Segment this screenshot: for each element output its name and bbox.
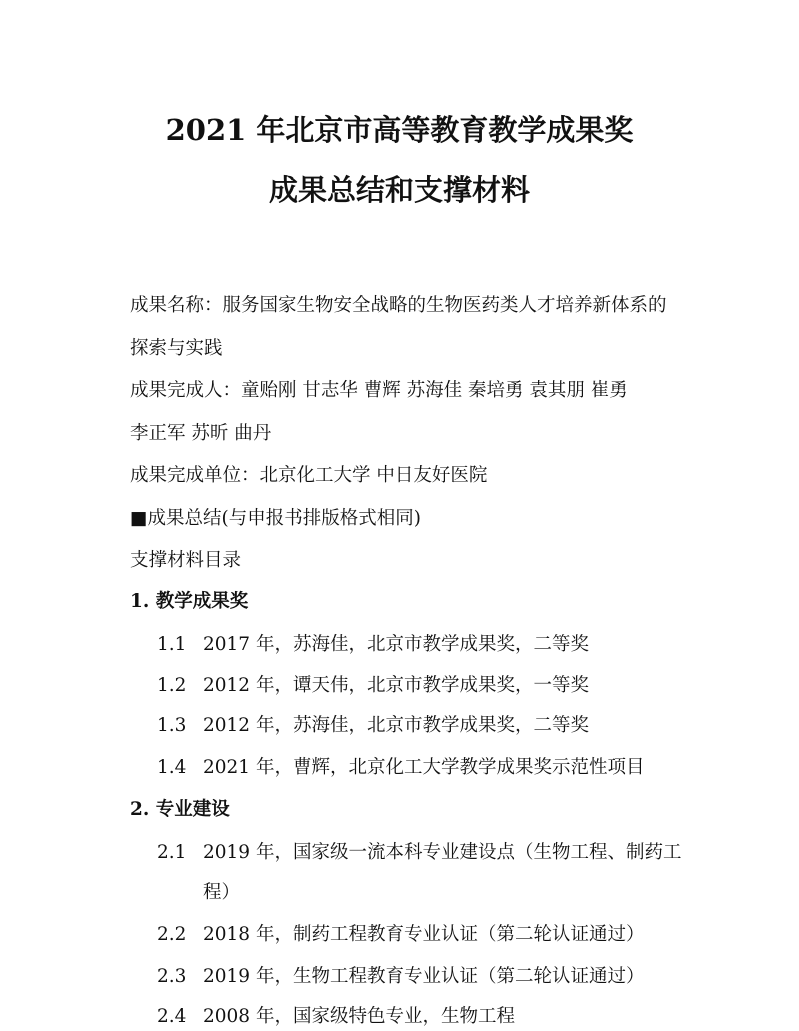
toc-item-number: 1.3 — [157, 715, 187, 736]
summary-item: ■成果总结(与申报书排版格式相同) — [130, 508, 421, 529]
achievement-name-line1: 成果名称：服务国家生物安全战略的生物医药类人才培养新体系的 — [130, 295, 667, 316]
section-heading: 1. 教学成果奖 — [130, 591, 249, 612]
completion-units: 成果完成单位：北京化工大学 中日友好医院 — [130, 465, 488, 486]
authors-line1: 成果完成人：童贻刚 甘志华 曹辉 苏海佳 秦培勇 袁其朋 崔勇 — [130, 380, 628, 401]
document-title-line1: 2021 年北京市高等教育教学成果奖 — [165, 113, 634, 147]
toc-item — [157, 755, 644, 781]
achievement-name-line2: 探索与实践 — [130, 338, 223, 359]
toc-item-text: 2021 年，曹辉，北京化工大学教学成果奖示范性项目 — [203, 757, 645, 778]
toc-item-text: 2019 年，生物工程教育专业认证（第二轮认证通过） — [203, 966, 645, 987]
toc-item-text: 2019 年，国家级一流本科专业建设点（生物工程、制药工 — [203, 842, 682, 863]
document-title-line2: 成果总结和支撑材料 — [268, 173, 530, 207]
toc-item-text: 2017 年，苏海佳，北京市教学成果奖，二等奖 — [203, 634, 589, 655]
toc-item-text: 2008 年，国家级特色专业，生物工程 — [203, 1006, 515, 1027]
authors-line2: 李正军 苏昕 曲丹 — [130, 423, 272, 444]
toc-item-number: 2.1 — [157, 842, 187, 863]
toc-item-text: 2012 年，谭天伟，北京市教学成果奖，一等奖 — [203, 675, 589, 696]
toc-item — [157, 840, 681, 866]
toc-item-number: 1.1 — [157, 634, 187, 655]
toc-item-text: 2018 年，制药工程教育专业认证（第二轮认证通过） — [203, 924, 645, 945]
toc-item-number: 1.2 — [157, 675, 187, 696]
toc-item — [157, 713, 589, 739]
toc-item-text: 2012 年，苏海佳，北京市教学成果奖，二等奖 — [203, 715, 589, 736]
toc-item — [157, 964, 644, 990]
toc-item-number: 2.3 — [157, 966, 187, 987]
toc-item-number: 2.4 — [157, 1006, 187, 1027]
toc-title: 支撑材料目录 — [130, 550, 242, 571]
toc-item-number: 1.4 — [157, 757, 187, 778]
toc-item — [157, 632, 589, 658]
toc-item — [157, 922, 644, 948]
toc-item-number: 2.2 — [157, 924, 187, 945]
section-heading: 2. 专业建设 — [130, 799, 230, 820]
toc-item-continuation: 程） — [203, 882, 241, 903]
toc-item — [157, 1004, 515, 1030]
toc-item — [157, 673, 589, 699]
